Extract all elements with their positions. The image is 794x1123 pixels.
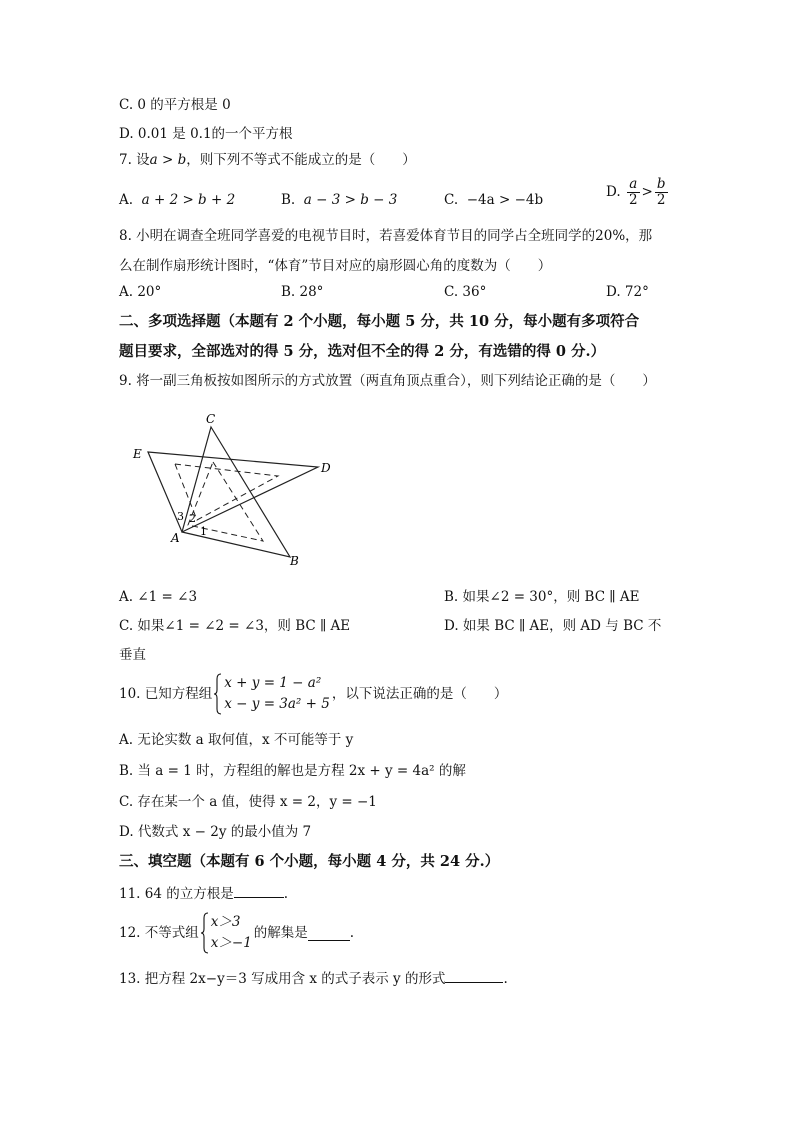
answer-blank-q13[interactable]: [445, 968, 503, 983]
label-e: E: [133, 447, 142, 461]
label-c: C: [206, 412, 216, 426]
label-d: D: [321, 461, 331, 475]
q7-option-d: D. $\frac{a}{2}$ > $\frac{b}{2}$: [606, 176, 666, 208]
triangle-figure: [125, 405, 345, 575]
q8-option-b: B. 28°: [281, 284, 324, 300]
q8-option-d: D. 72°: [606, 284, 649, 300]
q7-option-c: C. −4a > −4b: [444, 192, 544, 208]
q9-option-d: D. 如果 BC ∥ AE，则 AD 与 BC 不: [444, 618, 662, 634]
triangle-acb: [182, 427, 290, 557]
q8-stem-line1: 8. 小明在调查全班同学喜爱的电视节目时，若喜爱体育节目的同学占全班同学的20%，那: [119, 228, 653, 244]
q10-option-a: A. 无论实数 a 取何值，x 不可能等于 y: [119, 732, 354, 748]
q7-option-b: B. a − 3 > b − 3: [281, 192, 398, 208]
angle-label-1: 1: [200, 525, 207, 538]
q8-stem-line2: 么在制作扇形统计图时，“体育”节目对应的扇形圆心角的度数为（ ）: [119, 258, 552, 274]
q10-option-b: B. 当 a = 1 时，方程组的解也是方程 2x + y = 4a² 的解: [119, 763, 466, 779]
q9-option-d-cont: 垂直: [119, 647, 146, 663]
section2-heading-line1: 二、多项选择题（本题有 2 个小题，每小题 5 分，共 10 分，每小题有多项符合: [119, 313, 640, 330]
equation-system-q10: x + y = 1 − a² x − y = 3a² + 5: [214, 673, 330, 715]
inequality-system-q12: x＞3 x＞−1: [201, 912, 252, 954]
q8-option-c: C. 36°: [444, 284, 487, 300]
angle-label-2: 2: [189, 512, 196, 525]
answer-blank-q11[interactable]: [234, 883, 284, 898]
q10-stem: 10. 已知方程组 x + y = 1 − a² x − y = 3a² + 5 ，以下说法正确的是（ ）: [119, 673, 507, 715]
answer-blank-q12[interactable]: [308, 926, 350, 941]
angle-label-3: 3: [177, 510, 184, 523]
q9-option-a: A. ∠1 = ∠3: [119, 589, 198, 605]
q9-option-c: C. 如果∠1 = ∠2 = ∠3，则 BC ∥ AE: [119, 618, 351, 634]
section2-heading-line2: 题目要求，全部选对的得 5 分，选对但不全的得 2 分，有选错的得 0 分.）: [119, 343, 606, 360]
q9-option-b: B. 如果∠2 = 30°，则 BC ∥ AE: [444, 589, 640, 605]
q10-option-c: C. 存在某一个 a 值，使得 x = 2，y = −1: [119, 794, 377, 810]
label-a: A: [171, 531, 180, 545]
q8-option-a: A. 20°: [119, 284, 162, 300]
brace-icon: [201, 912, 209, 954]
fraction-a-over-2: $\frac{a}{2}$: [628, 176, 638, 208]
fraction-b-over-2: $\frac{b}{2}$: [656, 176, 666, 208]
section3-heading: 三、填空题（本题有 6 个小题，每小题 4 分，共 24 分.）: [119, 853, 500, 870]
q12: 12. 不等式组 x＞3 x＞−1 的解集是 .: [119, 912, 354, 954]
label-b: B: [290, 554, 299, 568]
q7-stem: 7. 设a > b，则下列不等式不能成立的是（ ）: [119, 152, 416, 168]
q6-option-c: C. 0 的平方根是 0: [119, 97, 231, 113]
q6-option-d: D. 0.01 是 0.1的一个平方根: [119, 126, 293, 142]
q11: 11. 64 的立方根是 .: [119, 883, 288, 904]
q10-option-d: D. 代数式 x − 2y 的最小值为 7: [119, 824, 312, 840]
q9-stem: 9. 将一副三角板按如图所示的方式放置（两直角顶点重合），则下列结论正确的是（ ）: [119, 373, 656, 389]
q7-option-a: A. a + 2 > b + 2: [119, 192, 236, 208]
q13: 13. 把方程 2x−y＝3 写成用含 x 的式子表示 y 的形式 .: [119, 968, 508, 989]
brace-icon: [214, 673, 222, 715]
